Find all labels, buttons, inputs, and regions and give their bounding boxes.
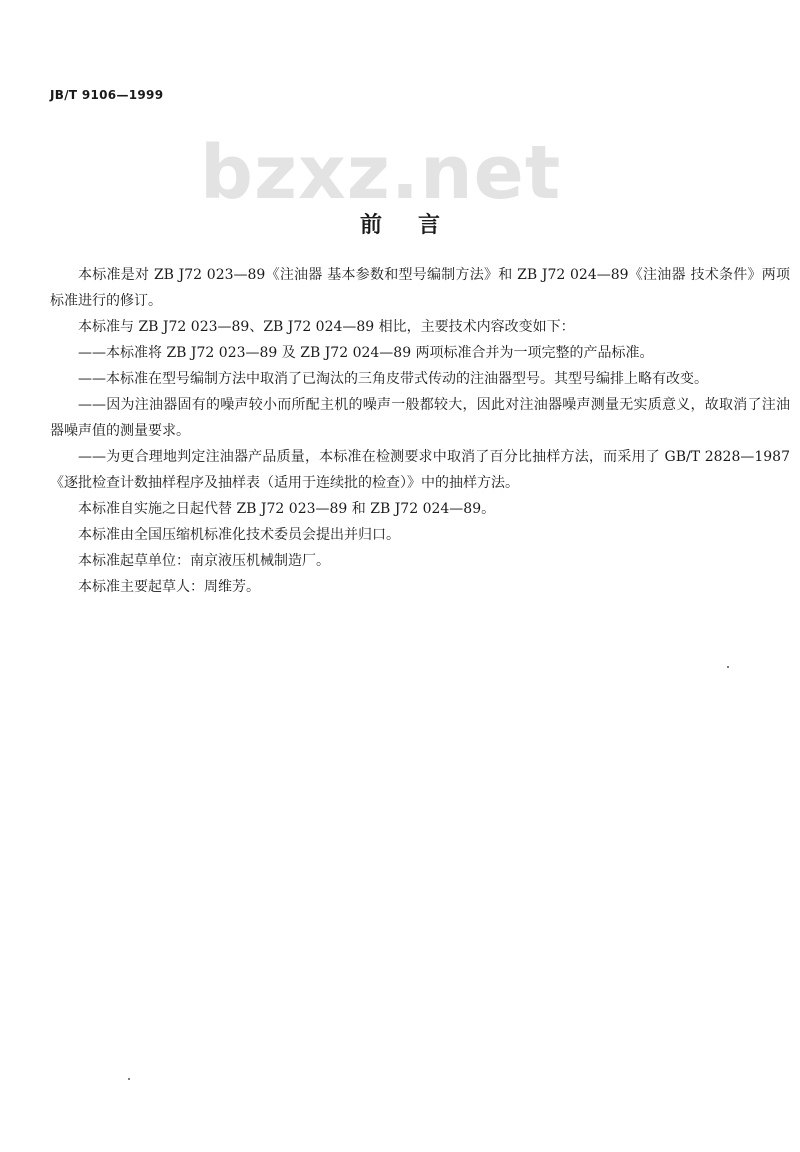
paragraph-drafter: 本标准主要起草人：周维芳。: [78, 579, 260, 595]
scan-speck: [727, 666, 729, 668]
paragraph-proposed-by: 本标准由全国压缩机标准化技术委员会提出并归口。: [78, 527, 400, 543]
paragraph-change-model: ——本标准在型号编制方法中取消了已淘汰的三角皮带式传动的注油器型号。其型号编排上略有改变。: [78, 371, 708, 387]
scan-speck: [128, 1078, 130, 1080]
paragraph-change-noise: ——因为注油器固有的噪声较小而所配主机的噪声一般都较大，因此对注油器噪声测量无实质意义，故取消了注油器噪声值的测量要求。: [50, 397, 790, 439]
paragraph-drafting-unit: 本标准起草单位：南京液压机械制造厂。: [78, 553, 330, 569]
paragraph-change-merge: ——本标准将 ZB J72 023—89 及 ZB J72 024—89 两项标准合并为一项完整的产品标准。: [78, 345, 654, 361]
paragraph-change-sampling: ——为更合理地判定注油器产品质量，本标准在检测要求中取消了百分比抽样方法，而采用了 GB/T 2828—1987《逐批检查计数抽样程序及抽样表（适用于连续批的检查）》中的抽样方法。: [50, 449, 790, 491]
document-code: JB/T 9106—1999: [50, 88, 164, 102]
paragraph-revision-basis: 本标准是对 ZB J72 023—89《注油器 基本参数和型号编制方法》和 ZB J72 024—89《注油器 技术条件》两项标准进行的修订。: [50, 267, 790, 309]
page-title: 前言: [359, 212, 476, 238]
document-body: [50, 262, 790, 600]
watermark: bzxz.net: [200, 130, 562, 216]
paragraph-replaces: 本标准自实施之日起代替 ZB J72 023—89 和 ZB J72 024—89。: [78, 501, 496, 517]
paragraph-changes-intro: 本标准与 ZB J72 023—89、ZB J72 024—89 相比，主要技术内容改变如下：: [78, 319, 575, 335]
